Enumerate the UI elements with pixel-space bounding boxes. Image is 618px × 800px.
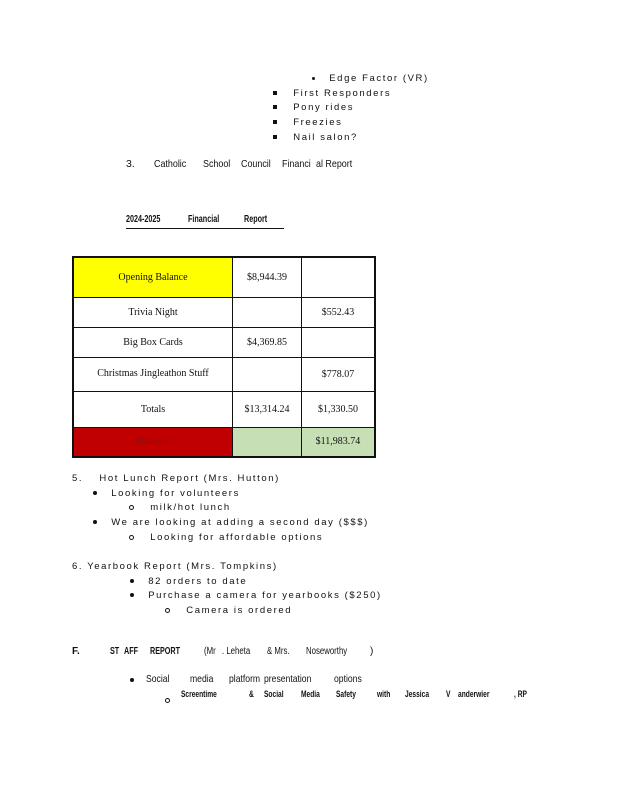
table-row	[73, 297, 375, 327]
list-item	[130, 590, 382, 601]
sub-word: Screentime	[181, 689, 217, 700]
list-item	[273, 88, 391, 99]
section-title: Hot Lunch Report (Mrs. Hutton)	[99, 473, 280, 484]
hollow-bullet-icon	[165, 698, 170, 703]
sub-word: with	[377, 689, 391, 700]
bullet-icon	[130, 593, 134, 597]
heading-word: Noseworthy	[306, 646, 348, 657]
cell-value	[233, 357, 302, 391]
section-6-heading: 6. Yearbook Report (Mrs. Tompkins)	[72, 561, 278, 572]
cell-value	[233, 297, 302, 327]
sub-word: Social	[264, 689, 284, 700]
heading-word: Catholic	[154, 158, 187, 170]
list-item	[273, 117, 342, 128]
list-item	[129, 502, 231, 513]
row-label: Totals	[73, 391, 233, 427]
heading-word: Council	[241, 158, 271, 170]
list-item	[165, 692, 170, 710]
sub-word: Media	[301, 689, 320, 700]
list-item-label: Camera is ordered	[186, 605, 293, 616]
row-label: Christmas Jingleathon Stuff	[73, 357, 233, 391]
bullet-word: presentation	[264, 673, 312, 685]
section-f-heading	[72, 646, 80, 657]
hollow-bullet-icon	[129, 505, 134, 510]
sub-word: &	[249, 689, 254, 700]
heading-word: AFF	[124, 646, 139, 657]
bullet-icon	[130, 678, 134, 682]
section-number: 5.	[72, 473, 84, 484]
heading-word: )	[370, 646, 374, 657]
section-number: 3.	[126, 158, 135, 170]
square-bullet-icon	[273, 135, 277, 139]
title-word: Report	[244, 214, 268, 225]
list-item	[312, 73, 429, 84]
list-item-label: First Responders	[293, 88, 392, 99]
bullet-word: options	[334, 673, 362, 685]
list-item-label: 82 orders to date	[148, 576, 248, 587]
list-item	[93, 517, 369, 528]
cell-value: $1,330.50	[302, 391, 376, 427]
row-label: Big Box Cards	[73, 327, 233, 357]
list-item-label: Nail salon?	[293, 132, 358, 143]
cell-value: $11,983.74	[302, 427, 376, 457]
list-item	[130, 674, 134, 686]
heading-word: School	[203, 158, 231, 170]
cell-value	[302, 327, 376, 357]
list-item-label: We are looking at adding a second day ($$$)	[111, 517, 369, 528]
title-word: Financial	[188, 214, 220, 225]
square-bullet-icon	[273, 105, 277, 109]
hollow-bullet-icon	[165, 608, 170, 613]
table-row	[73, 257, 375, 297]
list-item-label: Looking for volunteers	[111, 488, 240, 499]
cell-value: $13,314.24	[233, 391, 302, 427]
list-item	[93, 488, 240, 499]
list-item	[165, 605, 292, 616]
list-item-label: milk/hot lunch	[150, 502, 231, 513]
list-item	[130, 576, 247, 587]
heading-word: & Mrs.	[267, 646, 290, 657]
bullet-word: platform	[229, 673, 261, 685]
bullet-icon	[312, 77, 315, 80]
sub-word: Safety	[336, 689, 356, 700]
heading-word: al Report	[316, 158, 353, 170]
heading-word: REPORT	[150, 646, 181, 657]
list-item	[273, 132, 358, 143]
heading-word: (Mr	[204, 646, 216, 657]
table-row	[73, 391, 375, 427]
cell-value: $778.07	[302, 357, 376, 391]
cell-value: $4,369.85	[233, 327, 302, 357]
sub-word: Jessica	[405, 689, 430, 700]
heading-word: Financi	[282, 158, 311, 170]
row-label: Opening Balance	[73, 257, 233, 297]
bullet-icon	[93, 520, 97, 524]
bullet-icon	[93, 491, 97, 495]
table-row	[73, 427, 375, 457]
list-item-label: Pony rides	[293, 102, 355, 113]
list-item	[273, 102, 354, 113]
list-item-label: Purchase a camera for yearbooks ($250)	[148, 590, 382, 601]
row-label: Trivia Night	[73, 297, 233, 327]
heading-word: . Leheta	[222, 646, 251, 657]
section-letter: F.	[72, 646, 80, 657]
row-label: Balance	[73, 427, 233, 457]
cell-value	[233, 427, 302, 457]
title-word: 2024-2025	[126, 214, 161, 225]
bullet-word: Social	[146, 673, 170, 685]
square-bullet-icon	[273, 91, 277, 95]
table-row	[73, 327, 375, 357]
square-bullet-icon	[273, 120, 277, 124]
bullet-word: media	[190, 673, 214, 685]
sub-word: , RP	[514, 689, 527, 700]
bullet-icon	[130, 579, 134, 583]
section-5-heading	[72, 473, 280, 484]
title-underline	[126, 228, 284, 229]
hollow-bullet-icon	[129, 535, 134, 540]
sub-item-label: Edge Factor (VR)	[329, 73, 429, 84]
section-3-heading	[126, 158, 353, 170]
cell-value	[302, 257, 376, 297]
list-item-label: Looking for affordable options	[150, 532, 324, 543]
financial-table	[72, 256, 376, 458]
table-row	[73, 357, 375, 391]
list-item	[129, 532, 323, 543]
sub-word: anderwier	[458, 689, 490, 700]
list-item-label: Freezies	[293, 117, 343, 128]
cell-value: $552.43	[302, 297, 376, 327]
cell-value: $8,944.39	[233, 257, 302, 297]
sub-word: V	[446, 689, 451, 700]
heading-word: ST	[110, 646, 120, 657]
